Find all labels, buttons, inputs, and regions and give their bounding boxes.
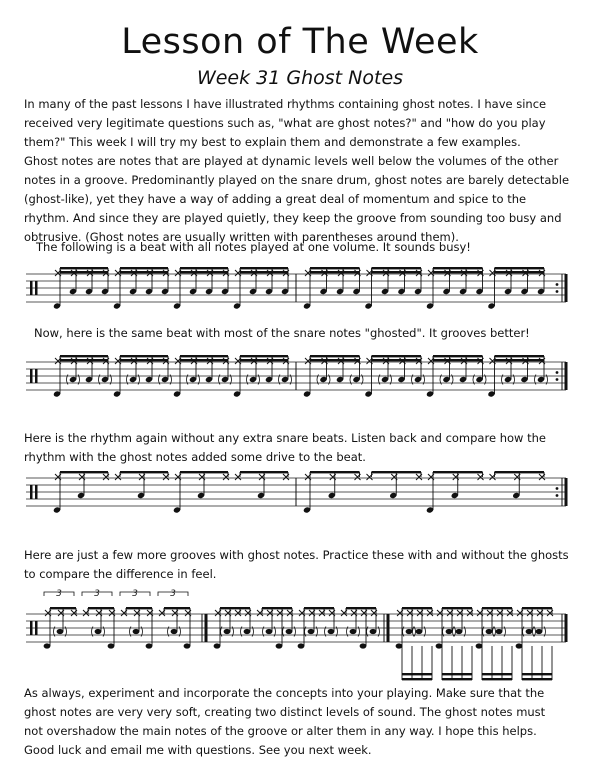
note-beam — [433, 271, 483, 273]
note-beam — [482, 673, 512, 675]
percussion-clef-bar — [35, 485, 38, 499]
note-beam — [495, 355, 545, 357]
note-beam — [60, 471, 108, 473]
drum-staff-example-3 — [0, 466, 600, 526]
kick-note — [214, 643, 221, 648]
example-4-caption — [24, 546, 584, 584]
note-beam — [372, 271, 422, 273]
note-beam — [482, 607, 512, 609]
triplet-mark: 3 — [56, 589, 62, 599]
example-1-caption — [36, 238, 596, 257]
kick-note — [360, 643, 367, 648]
text-line: obtrusive. (Ghost notes are usually written with parentheses around them). — [24, 230, 459, 244]
page-title: Lesson of The Week — [121, 22, 479, 62]
note-beam — [120, 355, 168, 357]
triplet-mark: 3 — [170, 589, 176, 599]
note-beam — [88, 607, 114, 609]
snare-note — [244, 629, 251, 634]
kick-note — [396, 643, 403, 648]
text-line: rhythm with the ghost notes added some drive to the beat. — [24, 450, 366, 464]
note-beam — [482, 678, 512, 680]
note-beam — [120, 271, 168, 273]
triplet-mark: 3 — [94, 589, 100, 599]
snare-note — [286, 629, 293, 634]
repeat-dot — [556, 290, 559, 293]
snare-note — [95, 629, 102, 634]
note-beam — [120, 359, 168, 361]
note-beam — [120, 267, 168, 269]
text-line: them?" This week I will try my best to explain them and demonstrate a few examples. — [24, 135, 521, 149]
snare-note — [171, 629, 178, 634]
note-beam — [495, 471, 545, 473]
repeat-dot — [556, 371, 559, 374]
percussion-clef-bar — [30, 281, 33, 295]
snare-note — [266, 629, 273, 634]
snare-note — [406, 629, 413, 634]
note-beam — [60, 267, 108, 269]
note-beam — [372, 471, 422, 473]
intro-paragraph — [24, 95, 584, 247]
note-beam — [522, 673, 552, 675]
note-beam — [433, 471, 483, 473]
note-beam — [126, 607, 152, 609]
note-beam — [60, 271, 108, 273]
kick-note — [436, 643, 443, 648]
snare-note — [133, 629, 140, 634]
note-beam — [310, 267, 360, 269]
text-line: ghost notes are very very soft, creating two distinct levels of sound. The ghost notes must — [24, 705, 546, 719]
note-beam — [522, 678, 552, 680]
note-beam — [240, 359, 288, 361]
text-line: notes in a groove. Predominantly played on the snare drum, ghost notes are barely detectable — [24, 173, 570, 187]
text-line: As always, experiment and incorporate the concepts into your playing. Make sure that the — [24, 686, 545, 700]
note-beam — [495, 271, 545, 273]
note-beam — [220, 607, 250, 609]
snare-note — [350, 629, 357, 634]
note-beam — [442, 607, 472, 609]
snare-note — [328, 629, 335, 634]
text-line: (ghost-like), yet they have a way of adding a great deal of momentum and spice to the — [24, 192, 527, 206]
percussion-clef-bar — [35, 369, 38, 383]
note-beam — [60, 355, 108, 357]
note-beam — [262, 607, 292, 609]
snare-note — [416, 629, 423, 634]
snare-note — [308, 629, 315, 634]
drum-staff-example-4 — [0, 584, 600, 684]
note-beam — [522, 607, 552, 609]
note-beam — [402, 678, 432, 680]
percussion-clef-bar — [30, 369, 33, 383]
note-beam — [346, 607, 376, 609]
text-line: The following is a beat with all notes played at one volume. It sounds busy! — [36, 240, 471, 254]
kick-note — [184, 643, 191, 648]
note-beam — [402, 673, 432, 675]
note-beam — [433, 359, 483, 361]
snare-note — [446, 629, 453, 634]
note-beam — [495, 359, 545, 361]
kick-note — [298, 643, 305, 648]
snare-note — [57, 629, 64, 634]
drum-staff-example-1 — [0, 262, 600, 322]
note-beam — [240, 271, 288, 273]
kick-note — [44, 643, 51, 648]
text-line: to compare the difference in feel. — [24, 567, 217, 581]
note-beam — [120, 471, 168, 473]
note-beam — [180, 267, 228, 269]
snare-note — [496, 629, 503, 634]
page-subtitle: Week 31 Ghost Notes — [196, 67, 404, 89]
note-beam — [60, 359, 108, 361]
note-beam — [240, 355, 288, 357]
snare-note — [370, 629, 377, 634]
text-line: In many of the past lessons I have illustrated rhythms containing ghost notes. I have since — [24, 97, 547, 111]
closing-paragraph — [24, 684, 584, 760]
drum-staff-example-2 — [0, 350, 600, 410]
note-beam — [164, 607, 190, 609]
kick-note — [276, 643, 283, 648]
snare-note — [526, 629, 533, 634]
repeat-dot — [556, 378, 559, 381]
snare-note — [224, 629, 231, 634]
percussion-clef-bar — [30, 621, 33, 635]
note-beam — [310, 271, 360, 273]
snare-note — [536, 629, 543, 634]
note-beam — [442, 678, 472, 680]
note-beam — [180, 355, 228, 357]
text-line: Good luck and email me with questions. See you next week. — [24, 743, 372, 757]
text-line: not overshadow the main notes of the groove or alter them in any way. I hope this helps. — [24, 724, 537, 738]
repeat-dot — [556, 494, 559, 497]
example-3-caption — [24, 429, 584, 467]
note-beam — [433, 355, 483, 357]
text-line: rhythm. And since they are played quietly, they keep the groove from sounding too busy and — [24, 211, 562, 225]
kick-note — [476, 643, 483, 648]
note-beam — [50, 607, 76, 609]
kick-note — [516, 643, 523, 648]
note-beam — [310, 355, 360, 357]
text-line: Now, here is the same beat with most of the snare notes "ghosted". It grooves better! — [34, 326, 530, 340]
text-line: Here are just a few more grooves with ghost notes. Practice these with and without the ghosts — [24, 548, 569, 562]
note-beam — [304, 607, 334, 609]
text-line: received very legitimate questions such as, "what are ghost notes?" and "how do you play — [24, 116, 546, 130]
triplet-mark: 3 — [132, 589, 138, 599]
note-beam — [495, 267, 545, 269]
note-beam — [240, 471, 288, 473]
note-beam — [310, 471, 360, 473]
snare-note — [486, 629, 493, 634]
example-2-caption — [34, 324, 594, 343]
text-line: Here is the rhythm again without any extra snare beats. Listen back and compare how the — [24, 431, 546, 445]
note-beam — [240, 267, 288, 269]
kick-note — [108, 643, 115, 648]
text-line: Ghost notes are notes that are played at dynamic levels well below the volumes of the other — [24, 154, 559, 168]
note-beam — [180, 359, 228, 361]
note-beam — [442, 673, 472, 675]
note-beam — [180, 471, 228, 473]
percussion-clef-bar — [35, 621, 38, 635]
repeat-dot — [556, 487, 559, 490]
kick-note — [146, 643, 153, 648]
note-beam — [433, 267, 483, 269]
note-beam — [372, 359, 422, 361]
repeat-dot — [556, 283, 559, 286]
note-beam — [180, 271, 228, 273]
note-beam — [372, 355, 422, 357]
percussion-clef-bar — [35, 281, 38, 295]
note-beam — [310, 359, 360, 361]
percussion-clef-bar — [30, 485, 33, 499]
note-beam — [402, 607, 432, 609]
snare-note — [456, 629, 463, 634]
note-beam — [372, 267, 422, 269]
